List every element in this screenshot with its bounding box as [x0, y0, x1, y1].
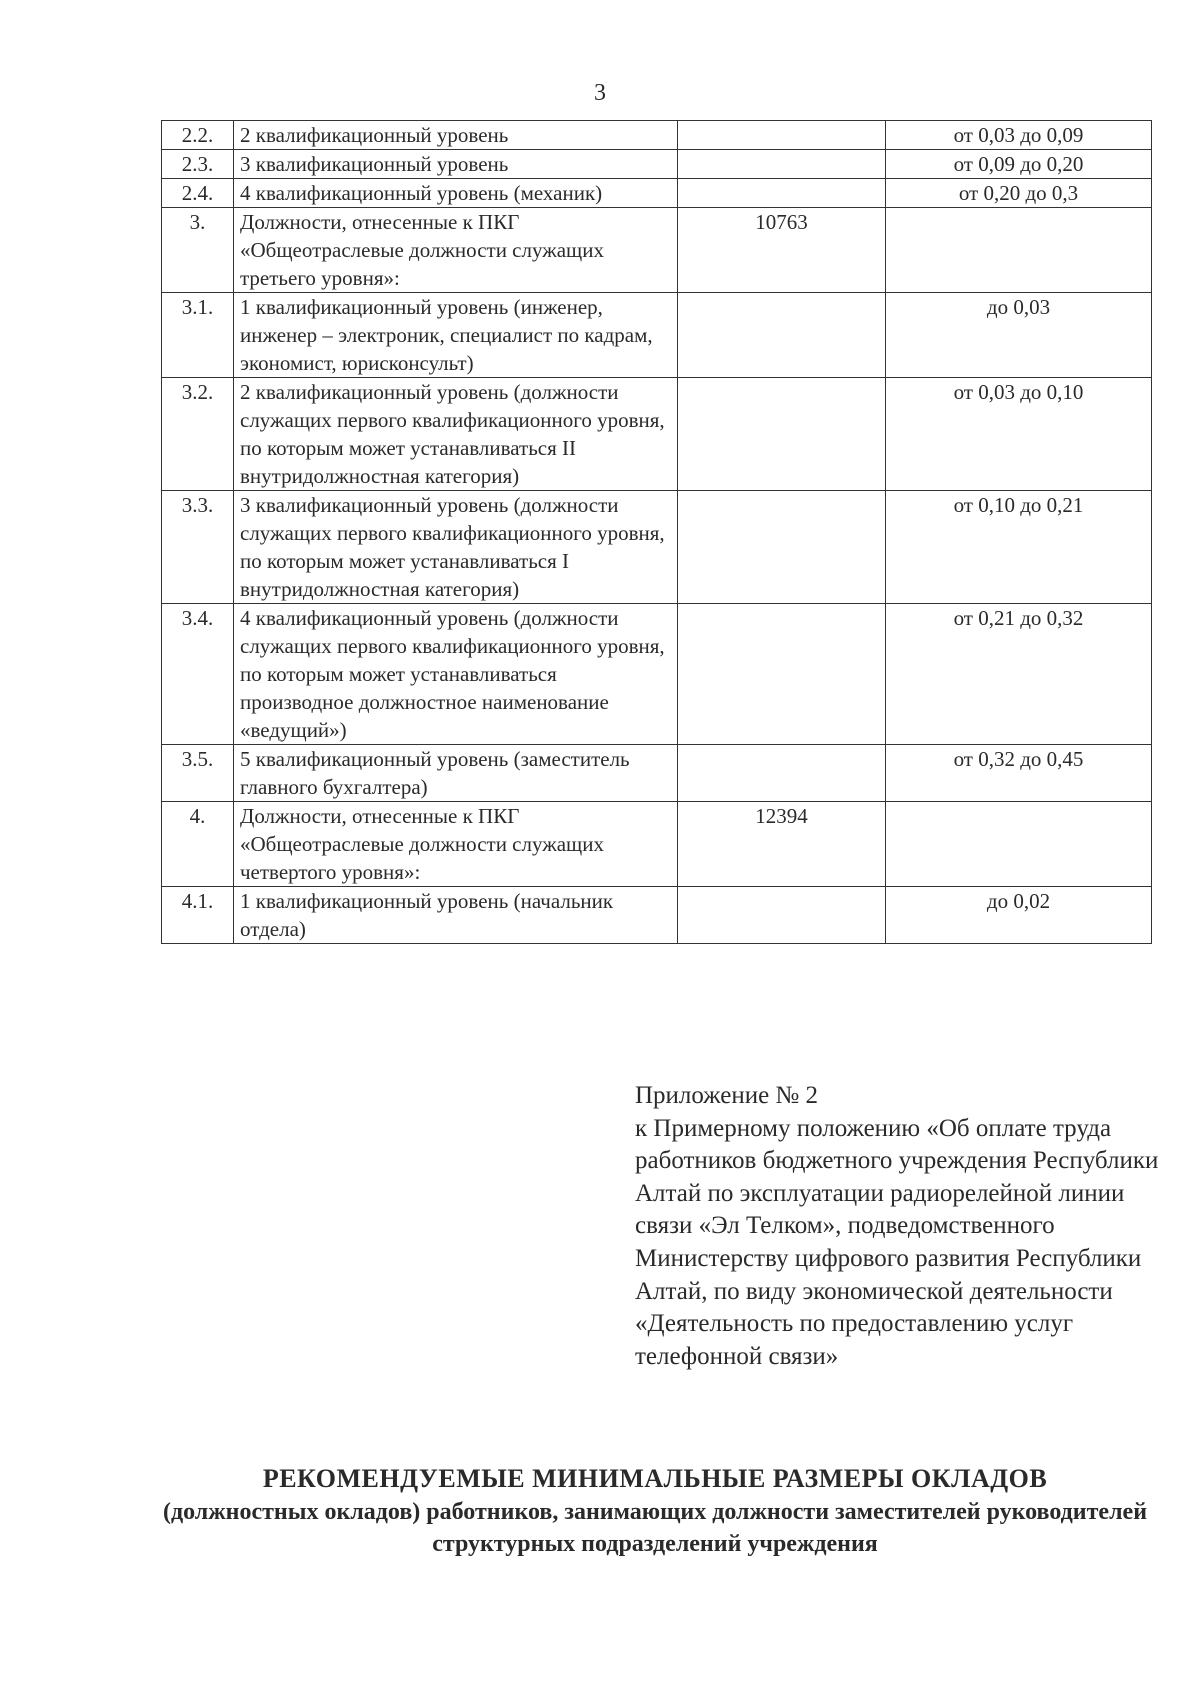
- table-row: [162, 802, 1152, 887]
- base-salary: [678, 745, 886, 802]
- row-number: 3.4.: [162, 604, 234, 745]
- raise-coefficient: [886, 802, 1152, 887]
- raise-coefficient: от 0,03 до 0,09: [886, 121, 1152, 150]
- table-row: [162, 121, 1152, 150]
- raise-coefficient: от 0,20 до 0,3: [886, 179, 1152, 208]
- table-row: [162, 208, 1152, 293]
- raise-coefficient: до 0,03: [886, 293, 1152, 378]
- base-salary: [678, 179, 886, 208]
- table-row: [162, 293, 1152, 378]
- row-number: 3.: [162, 208, 234, 293]
- qualification-levels-table: [161, 120, 1152, 944]
- table-row: [162, 179, 1152, 208]
- row-number: 3.3.: [162, 491, 234, 604]
- position-name: 1 квалификационный уровень (инженер, инженер – электроник, специалист по кадрам, экономист, юрисконсульт): [234, 293, 678, 378]
- table-row: [162, 491, 1152, 604]
- raise-coefficient: от 0,09 до 0,20: [886, 150, 1152, 179]
- base-salary: [678, 887, 886, 944]
- page-number: 3: [594, 80, 606, 106]
- position-name: 4 квалификационный уровень (должности служащих первого квалификационного уровня, по которым может устанавливаться производное должностное наименование «ведущий»): [234, 604, 678, 745]
- position-name: Должности, отнесенные к ПКГ «Общеотраслевые должности служащих четвертого уровня»:: [234, 802, 678, 887]
- position-name: 3 квалификационный уровень (должности служащих первого квалификационного уровня, по которым может устанавливаться I внутридолжностная категория): [234, 491, 678, 604]
- position-name: 4 квалификационный уровень (механик): [234, 179, 678, 208]
- table-row: [162, 604, 1152, 745]
- table-row: [162, 150, 1152, 179]
- row-number: 3.2.: [162, 378, 234, 491]
- base-salary: [678, 604, 886, 745]
- appendix-body: к Примерному положению «Об оплате труда работников бюджетного учреждения Республики Алтай по эксплуатации радиорелейной линии связи «Эл Телком», подведомственного Министерству цифрового развития Республики Алтай, по виду экономической деятельности «Деятельность по предоставлению услуг телефонной связи»: [635, 1114, 1159, 1370]
- position-name: Должности, отнесенные к ПКГ «Общеотраслевые должности служащих третьего уровня»:: [234, 208, 678, 293]
- raise-coefficient: [886, 208, 1152, 293]
- row-number: 3.5.: [162, 745, 234, 802]
- row-number: 2.4.: [162, 179, 234, 208]
- appendix-title: Приложение № 2: [635, 1082, 819, 1109]
- base-salary: 10763: [678, 208, 886, 293]
- base-salary: 12394: [678, 802, 886, 887]
- table-row: [162, 745, 1152, 802]
- raise-coefficient: от 0,10 до 0,21: [886, 491, 1152, 604]
- appendix-reference: [635, 1080, 1180, 1373]
- row-number: 3.1.: [162, 293, 234, 378]
- table-row: [162, 378, 1152, 491]
- base-salary: [678, 491, 886, 604]
- base-salary: [678, 293, 886, 378]
- raise-coefficient: от 0,32 до 0,45: [886, 745, 1152, 802]
- section-heading-title: РЕКОМЕНДУЕМЫЕ МИНИМАЛЬНЫЕ РАЗМЕРЫ ОКЛАДОВ: [262, 1464, 1048, 1493]
- base-salary: [678, 121, 886, 150]
- row-number: 4.: [162, 802, 234, 887]
- section-heading-subtitle: (должностных окладов) работников, занимающих должности заместителей руководителей структурных подразделений учреждения: [162, 1499, 1148, 1557]
- base-salary: [678, 150, 886, 179]
- row-number: 2.2.: [162, 121, 234, 150]
- raise-coefficient: от 0,21 до 0,32: [886, 604, 1152, 745]
- base-salary: [678, 378, 886, 491]
- position-name: 2 квалификационный уровень (должности служащих первого квалификационного уровня, по которым может устанавливаться II внутридолжностная категория): [234, 378, 678, 491]
- row-number: 4.1.: [162, 887, 234, 944]
- raise-coefficient: до 0,02: [886, 887, 1152, 944]
- position-name: 2 квалификационный уровень: [234, 121, 678, 150]
- raise-coefficient: от 0,03 до 0,10: [886, 378, 1152, 491]
- position-name: 5 квалификационный уровень (заместитель главного бухгалтера): [234, 745, 678, 802]
- section-heading: [150, 1462, 1160, 1560]
- table-row: [162, 887, 1152, 944]
- position-name: 1 квалификационный уровень (начальник отдела): [234, 887, 678, 944]
- position-name: 3 квалификационный уровень: [234, 150, 678, 179]
- row-number: 2.3.: [162, 150, 234, 179]
